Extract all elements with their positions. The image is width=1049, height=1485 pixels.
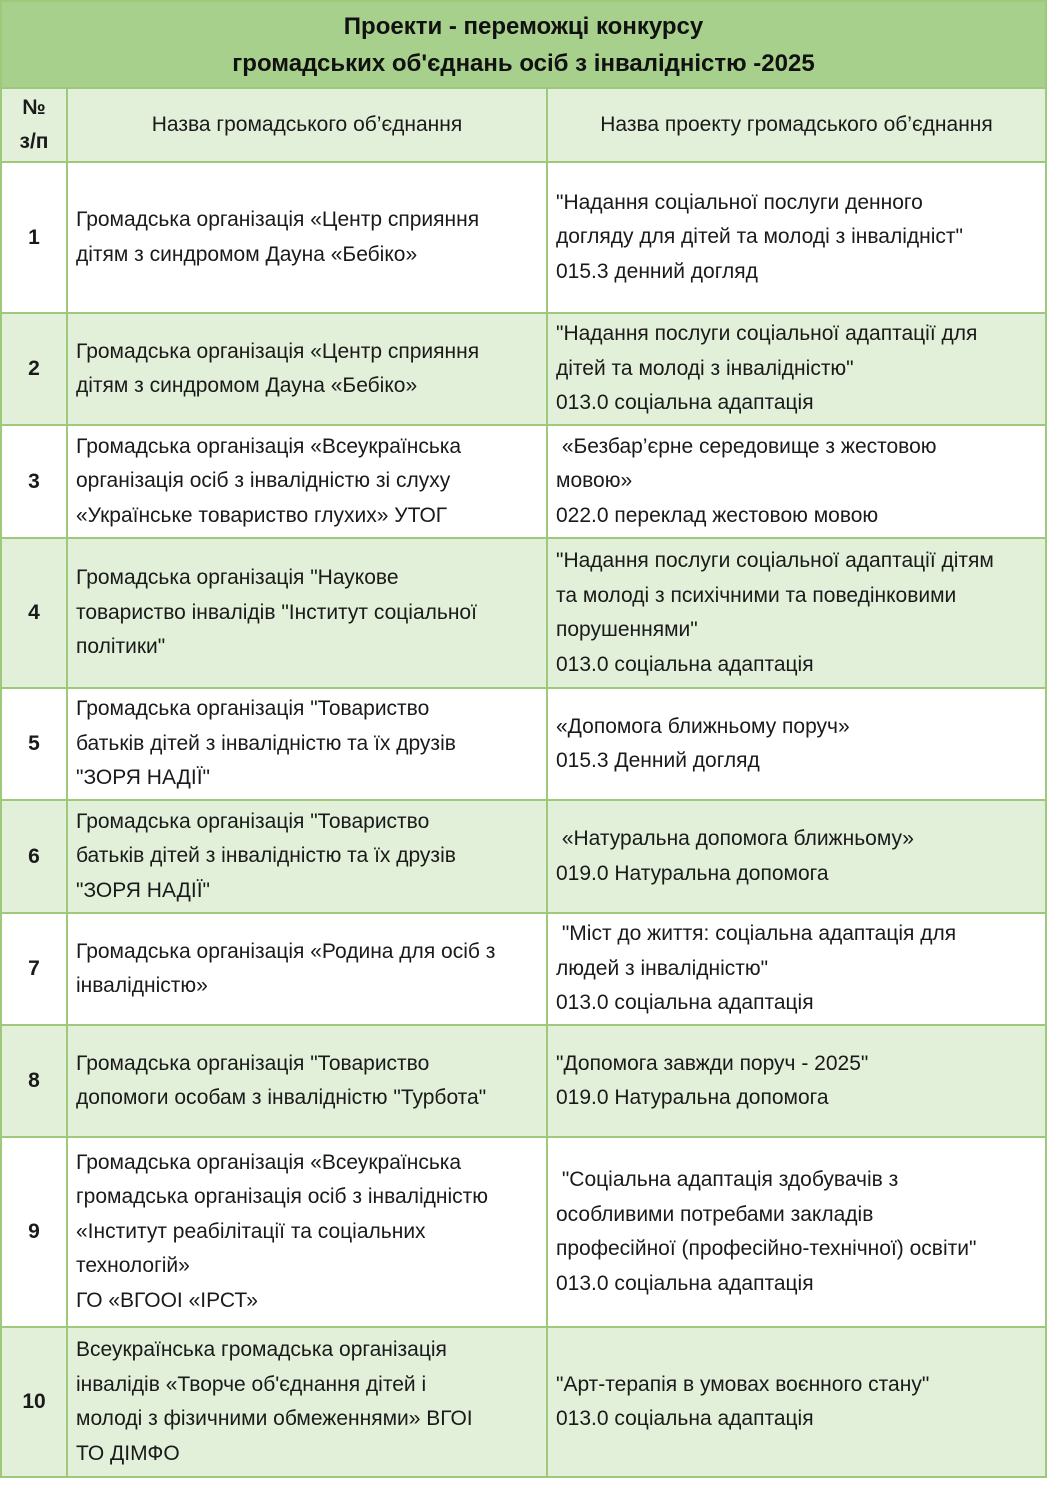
organization-name-cell [67, 1137, 547, 1327]
table-row [1, 162, 1046, 313]
project-name-line: "Арт-терапія в умовах воєнного стану" [556, 1372, 930, 1396]
organization-name-cell [67, 800, 547, 913]
project-name-line: "Надання послуги соціальної адаптації для [556, 322, 978, 346]
table-row [1, 538, 1046, 688]
number-header-symbol: № [22, 96, 46, 119]
organization-name-line: Всеукраїнська громадська організація [76, 1338, 447, 1361]
organization-name-line: Громадська організація "Наукове [76, 566, 399, 590]
organization-name-line: Громадська організація "Товариство [76, 809, 430, 833]
organization-name-line: допомоги особам з інвалідністю "Турбота" [76, 1086, 487, 1109]
project-name-line: 022.0 переклад жестовою мовою [556, 503, 879, 527]
organization-name-cell [67, 913, 547, 1025]
table-title [1, 1, 1046, 88]
row-number: 7 [1, 913, 67, 1025]
organization-name-line: "ЗОРЯ НАДІЇ" [76, 878, 210, 902]
project-name-line: людей з інвалідністю" [556, 956, 769, 980]
table-row [1, 913, 1046, 1025]
organization-name-line: дітям з синдромом Дауна «Бебіко» [76, 374, 418, 397]
organization-name-cell [67, 425, 547, 538]
organization-name-line: «Інститут реабілітації та соціальних [76, 1219, 426, 1243]
organization-name-line: політики" [76, 635, 166, 659]
project-name-line: 019.0 Натуральна допомога [556, 1086, 829, 1109]
organization-name-line: Громадська організація "Товариство [76, 697, 430, 721]
organization-name-line: Громадська організація «Всеукраїнська [76, 1150, 462, 1174]
project-name-line: мовою» [556, 469, 633, 493]
project-name-cell [547, 1137, 1046, 1327]
table-row [1, 425, 1046, 538]
organization-name-line: Громадська організація «Всеукраїнська [76, 434, 462, 458]
organization-name-line: технологій» [76, 1254, 190, 1278]
organization-name-line: батьків дітей з інвалідністю та їх друзів [76, 844, 456, 868]
number-column-header [1, 88, 67, 162]
organization-name-line: Громадська організація «Центр сприяння [76, 208, 480, 231]
project-name-line: 015.3 денний догляд [556, 259, 758, 283]
row-number: 8 [1, 1025, 67, 1137]
title-line-1: Проекти - переможці конкурсу [343, 12, 704, 40]
organization-name-line: товариство інвалідів "Інститут соціальної [76, 600, 477, 624]
row-number: 3 [1, 425, 67, 538]
header-row [1, 88, 1046, 162]
row-number: 1 [1, 162, 67, 313]
project-name-line: «Натуральна допомога ближньому» [556, 827, 914, 850]
org-column-header: Назва громадського об’єднання [67, 88, 547, 162]
organization-name-line: організація осіб з інвалідністю зі слуху [76, 469, 451, 493]
organization-name-line: Громадська організація «Центр сприяння [76, 339, 480, 363]
table-row [1, 688, 1046, 800]
organization-name-line: «Українське товариство глухих» УТОГ [76, 503, 448, 527]
row-number: 6 [1, 800, 67, 913]
project-name-line: 019.0 Натуральна допомога [556, 861, 829, 885]
organization-name-cell [67, 313, 547, 425]
table-row [1, 1137, 1046, 1327]
project-name-cell [547, 688, 1046, 800]
organization-name-line: дітям з синдромом Дауна «Бебіко» [76, 242, 418, 266]
row-number: 4 [1, 538, 67, 688]
table-row [1, 313, 1046, 425]
project-name-line: "Надання послуги соціальної адаптації дітям [556, 549, 994, 572]
organization-name-cell [67, 162, 547, 313]
project-name-line: "Міст до життя: соціальна адаптація для [556, 922, 957, 946]
project-name-cell [547, 1327, 1046, 1477]
organization-name-line: ТО ДІМФО [76, 1441, 180, 1465]
project-name-line: порушеннями" [556, 618, 698, 641]
title-row [1, 1, 1046, 88]
organization-name-cell [67, 538, 547, 688]
organization-name-line: молоді з фізичними обмеженнями» ВГОІ [76, 1407, 473, 1430]
project-name-line: дітей та молоді з інвалідністю" [556, 356, 854, 380]
row-number: 10 [1, 1327, 67, 1477]
project-name-line: "Надання соціальної послуги денного [556, 190, 923, 214]
project-name-line: особливими потребами закладів [556, 1202, 874, 1226]
project-name-line: 013.0 соціальна адаптація [556, 652, 814, 676]
number-header-abbrev: з/п [19, 130, 49, 153]
row-number: 5 [1, 688, 67, 800]
organization-name-line: Громадська організація «Родина для осіб з [76, 939, 496, 963]
project-name-line: 013.0 соціальна адаптація [556, 991, 814, 1015]
project-name-line: "Допомога завжди поруч - 2025" [556, 1051, 869, 1075]
organization-name-line: батьків дітей з інвалідністю та їх друзів [76, 731, 456, 755]
project-name-cell [547, 313, 1046, 425]
table-row [1, 800, 1046, 913]
project-name-line: професійної (професійно-технічної) освіти" [556, 1237, 977, 1260]
organization-name-cell [67, 688, 547, 800]
title-line-2: громадських об'єднань осіб з інвалідністю -2025 [232, 49, 815, 77]
project-name-cell [547, 1025, 1046, 1137]
project-name-line: "Соціальна адаптація здобувачів з [556, 1168, 899, 1191]
project-column-header: Назва проекту громадського об’єднання [547, 88, 1046, 162]
project-name-cell [547, 425, 1046, 538]
project-name-line: догляду для дітей та молоді з інвалідніст" [556, 225, 963, 249]
table-row [1, 1025, 1046, 1137]
project-name-line: «Безбар’єрне середовище з жестовою [556, 434, 937, 458]
project-name-cell [547, 800, 1046, 913]
organization-name-cell [67, 1327, 547, 1477]
project-name-line: 013.0 соціальна адаптація [556, 1271, 814, 1295]
table-row [1, 1327, 1046, 1477]
project-name-cell [547, 913, 1046, 1025]
row-number: 9 [1, 1137, 67, 1327]
project-name-line: «Допомога ближньому поруч» [556, 714, 850, 738]
row-number: 2 [1, 313, 67, 425]
project-name-cell [547, 162, 1046, 313]
organization-name-line: Громадська організація "Товариство [76, 1051, 430, 1075]
project-name-cell [547, 538, 1046, 688]
organization-name-line: інвалідністю» [76, 974, 208, 997]
project-name-line: та молоді з психічними та поведінковими [556, 583, 957, 607]
organization-name-line: інвалідів «Творче об'єднання дітей і [76, 1372, 427, 1396]
organization-name-cell [67, 1025, 547, 1137]
project-name-line: 013.0 соціальна адаптація [556, 391, 814, 415]
organization-name-line: ГО «ВГООІ «ІРСТ» [76, 1288, 258, 1312]
organization-name-line: громадська організація осіб з інвалідністю [76, 1185, 489, 1209]
project-name-line: 013.0 соціальна адаптація [556, 1407, 814, 1430]
project-name-line: 015.3 Денний догляд [556, 749, 760, 772]
organization-name-line: "ЗОРЯ НАДІЇ" [76, 766, 210, 790]
